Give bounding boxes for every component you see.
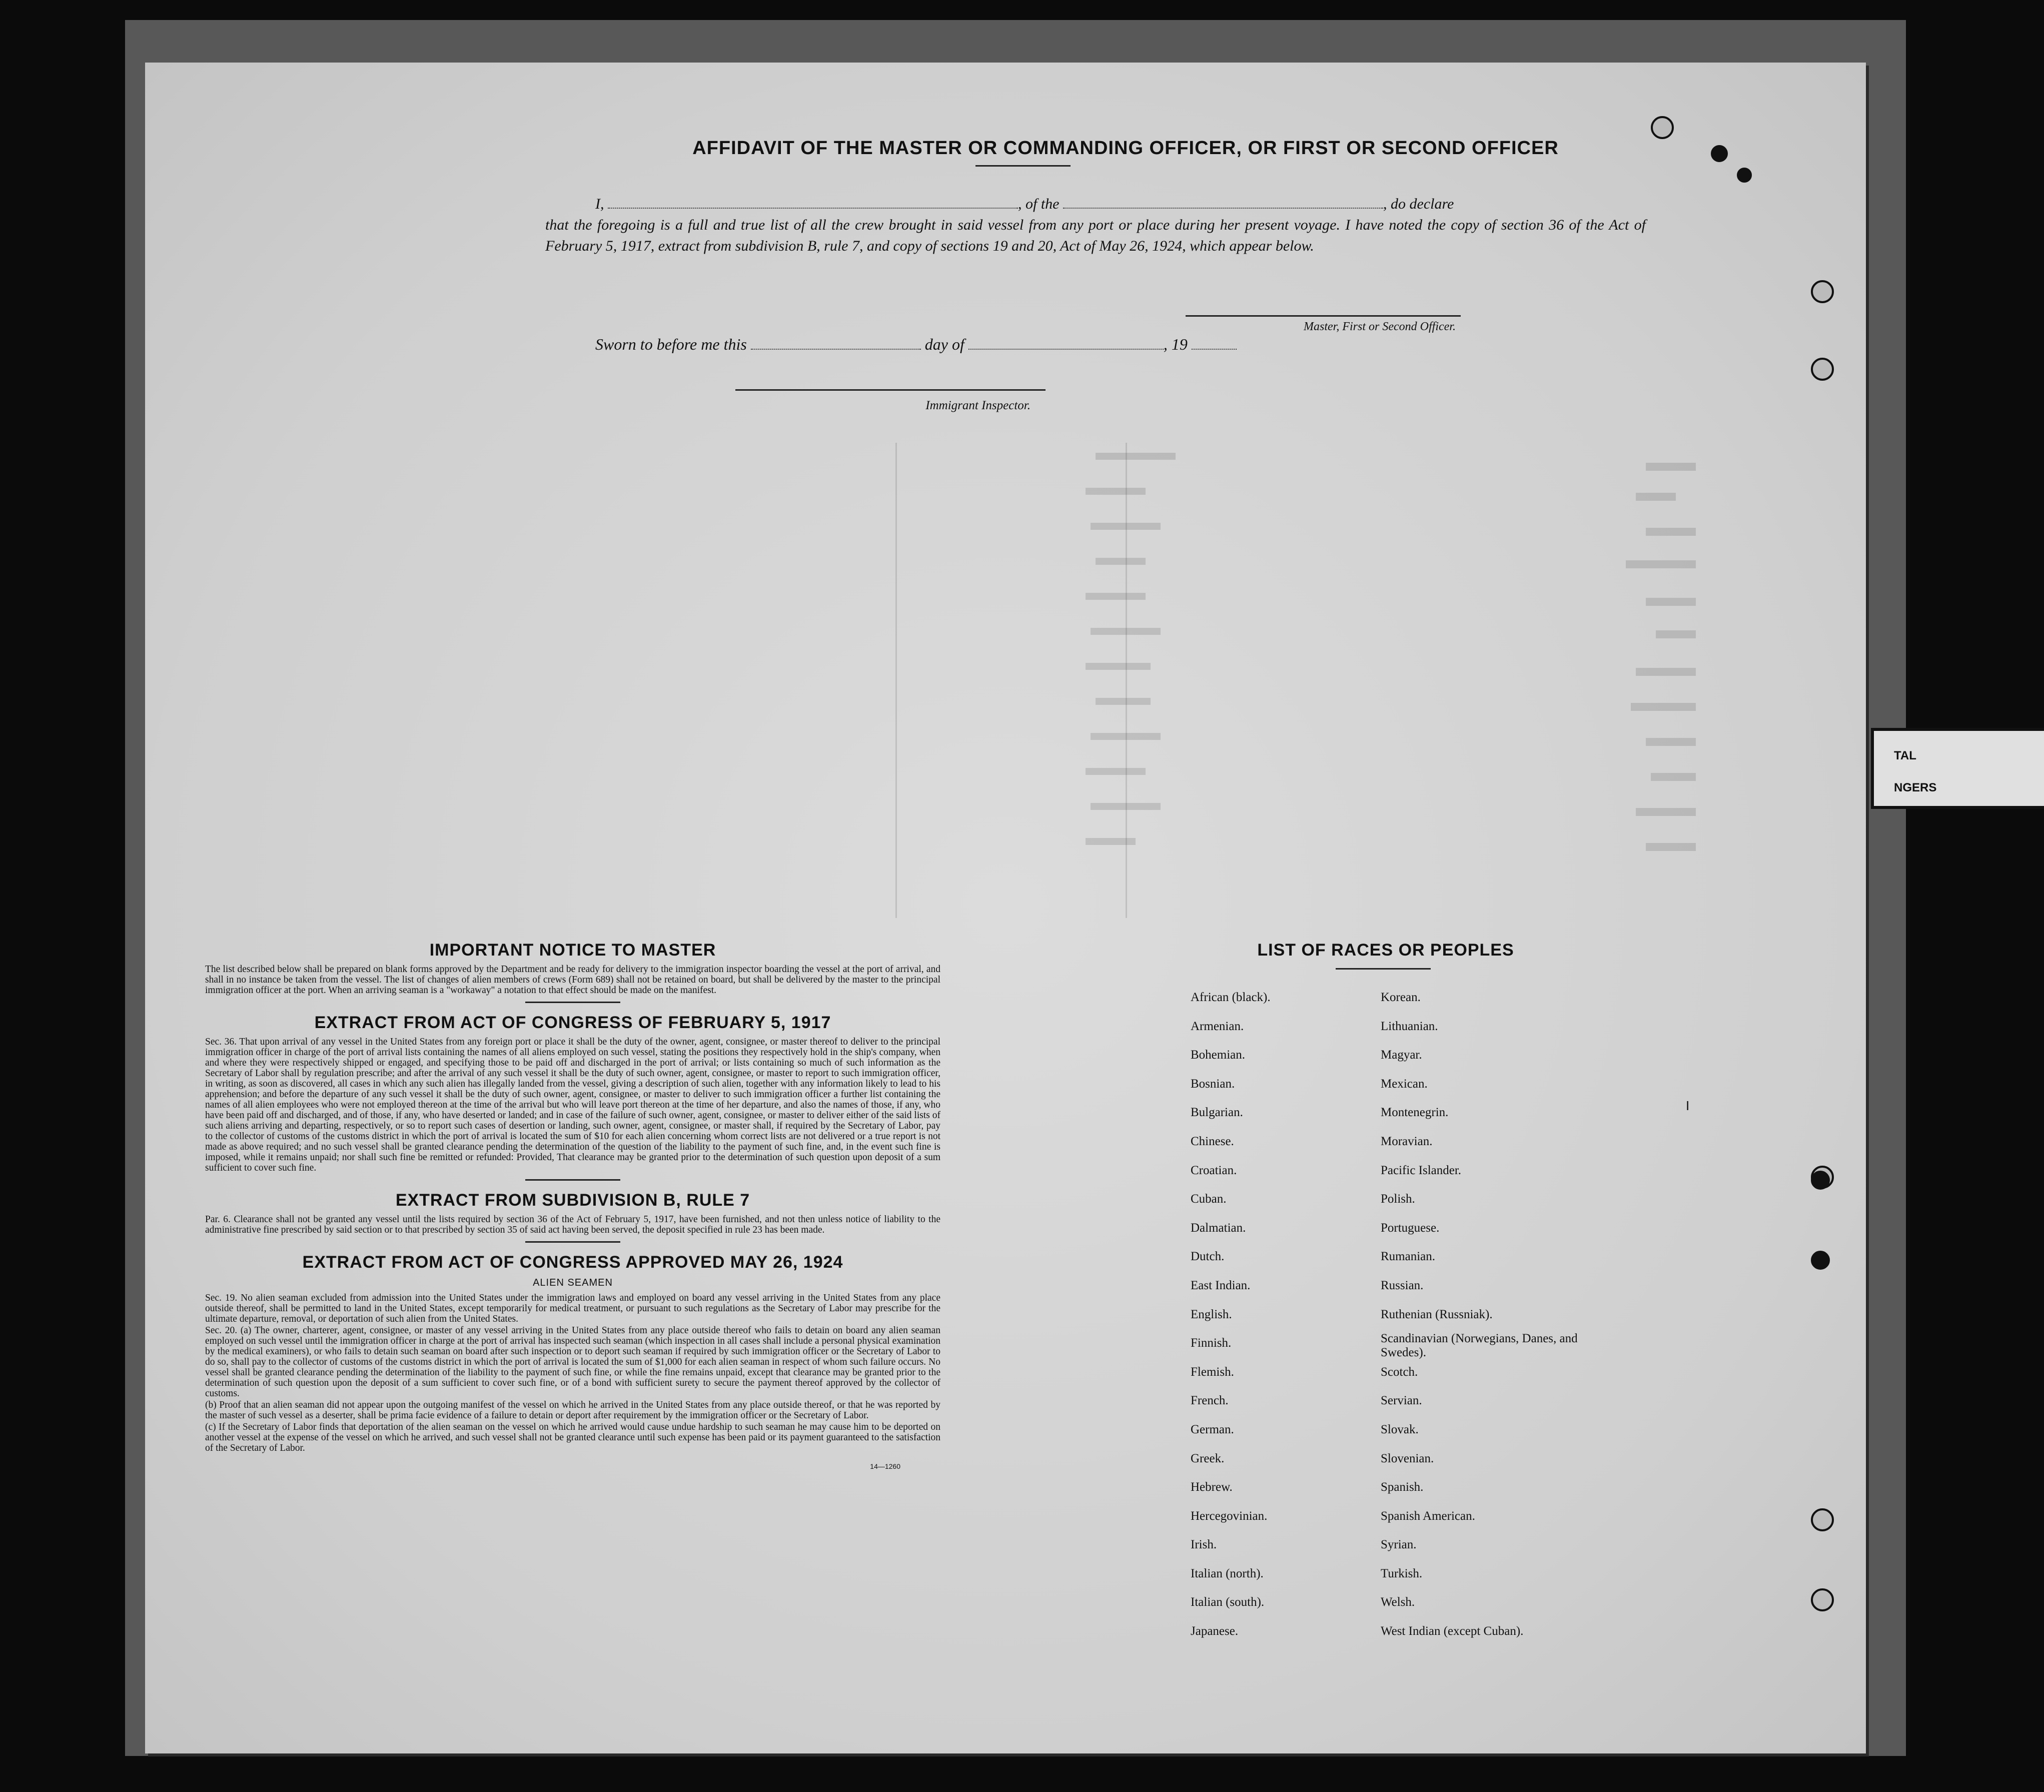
race-item: Hebrew. (1191, 1480, 1233, 1494)
race-item: West Indian (except Cuban). (1381, 1624, 1524, 1638)
race-item: French. (1191, 1394, 1229, 1408)
i-label: I, (595, 196, 604, 212)
name-field[interactable] (608, 208, 1018, 209)
race-item: Slovak. (1381, 1422, 1419, 1436)
races-title: LIST OF RACES OR PEOPLES (1257, 941, 1514, 960)
races-underline (1336, 968, 1431, 970)
race-item: Japanese. (1191, 1624, 1239, 1638)
race-item: Cuban. (1191, 1192, 1227, 1206)
notice-rule (525, 1002, 620, 1003)
race-item: Servian. (1381, 1394, 1422, 1408)
race-item: Spanish. (1381, 1480, 1424, 1494)
notice-body: The list described below shall be prepared on blank forms approved by the Department and be ready for delivery to the immigration inspector boarding the vessel at the port of arrival, and shall in no instance be taken from the vessel. The list of changes of alien members of crews (Form 689) shall not be retained on board, but shall be delivered by the master to the principal immigration officer at the port. When an arriving seaman is a "workaway" a notation to that effect should be made on the manifest. (205, 964, 940, 996)
extract-1917-body: Sec. 36. That upon arrival of any vessel in the United States from any foreign port or place it shall be the duty of the owner, agent, consignee, or master thereof to deliver to the principal immigration officer in charge of the port of arrival lists containing the names of all aliens employed on such vessel, stating the positions they respectively hold in the ship's company, when and where they were respectively shipped or engaged, and specifying those to be paid off and discharged in the port of arrival; or lists containing so much of such information as the Secretary of Labor shall by regulation prescribe; and after the arrival of any such vessel it shall be the duty of such owner, agent, consignee, or master to report to such immigration officer, in writing, as soon as discovered, all cases in which any such alien has illegally landed from the vessel, giving a description of such alien, together with any information likely to lead to his apprehension; and before the departure of any such vessel it shall be the duty of such owner, agent, consignee, or master to deliver to such immigration officer a further list containing the names of all alien employees who were not employed thereon at the time of the arrival but who will leave port thereon at the time of her departure, and also the names of those, if any, who have been paid off and discharged, and of those, if any, who have deserted or landed; and in case of the failure of such owner, agent, consignee, or master to deliver either of the said lists of such aliens arriving and departing, respectively, or so to report such cases of desertion or landing, such owner, agent, consignee, or master shall, if required by the Secretary of Labor, pay to the collector of customs of the customs district in which the port of arrival is located the sum of $10 for each alien concerning whom correct lists are not delivered or a true report is not made as above required; and no such vessel shall be granted clearance pending the determination of the question of the liability to the payment of such fine, and, in the event such fine is imposed, while it remains unpaid; nor shall such fine be remitted or refunded: Provided, That clearance may be granted prior to the determination of such question upon deposit of a sum sufficient to cover such fine. (205, 1037, 940, 1173)
punch-hole (1811, 1171, 1830, 1190)
stamp-line-1: TAL (1894, 749, 1916, 762)
race-item: Chinese. (1191, 1134, 1234, 1148)
race-item: German. (1191, 1422, 1234, 1436)
bleed-through-texture (395, 443, 1696, 943)
race-item: Armenian. (1191, 1019, 1244, 1033)
vessel-field[interactable] (1063, 208, 1383, 209)
passenger-stamp (1871, 728, 2044, 809)
extract-rule7-rule (525, 1241, 620, 1243)
race-item: English. (1191, 1307, 1232, 1321)
race-item: Korean. (1381, 991, 1421, 1004)
race-item: Bohemian. (1191, 1048, 1246, 1062)
race-item: Greek. (1191, 1451, 1225, 1465)
punch-hole (1711, 145, 1728, 162)
punch-hole (1811, 1508, 1834, 1531)
punch-hole (1651, 116, 1674, 139)
inspector-label: Immigrant Inspector. (925, 399, 1031, 412)
race-item: Finnish. (1191, 1336, 1232, 1350)
extract-1917-title: EXTRACT FROM ACT OF CONGRESS OF FEBRUARY 5, 1917 (314, 1013, 831, 1032)
notice-title: IMPORTANT NOTICE TO MASTER (429, 941, 716, 960)
sec20c-body: (c) If the Secretary of Labor finds that deportation of the alien seaman on the vessel on which he arrived would cause undue hardship to such seaman he may cause him to be deported on another vessel at the expense of the vessel on which he arrived, and such vessel shall not be granted clearance until such expense has been paid or its payment guaranteed to the satisfaction of the Secretary of Labor. (205, 1422, 940, 1453)
race-item: Mexican. (1381, 1077, 1428, 1091)
race-item: Bosnian. (1191, 1077, 1235, 1091)
inspector-signature-line[interactable] (735, 389, 1046, 391)
race-item: Dutch. (1191, 1250, 1225, 1264)
sec20a-body: Sec. 20. (a) The owner, charterer, agent, consignee, or master of any vessel arriving in the United States from any place outside thereof who fails to detain on board any alien seaman employed on such vessel until the immigration officer in charge at the port of arrival has inspected such seaman (which inspection in all cases shall include a personal physical examination by the medical examiners), or who fails to detain such seaman on board after such inspection or to deport such seaman if required by such immigration officer or the Secretary of Labor to do so, shall pay to the collector of customs of the customs district in which the port of arrival is located the sum of $1,000 for each alien seaman in respect of whom such failure occurs. No vessel shall be granted clearance pending the determination of the liability to the payment of such fine, or while the fine remains unpaid, except that clearance may be granted prior to the determination of such question upon the deposit of a sum sufficient to cover such fine, or of a bond with sufficient surety to secure the payment thereof approved by the collector of customs. (205, 1325, 940, 1399)
race-item: Russian. (1381, 1278, 1424, 1292)
race-item: Magyar. (1381, 1048, 1422, 1062)
races-column-b (1381, 983, 1601, 1646)
affidavit-body (545, 194, 1646, 257)
race-item: Rumanian. (1381, 1250, 1436, 1264)
sec19-body: Sec. 19. No alien seaman excluded from admission into the United States under the immigration laws and employed on board any vessel arriving in the United States from any place outside thereof, shall be permitted to land in the United States, except temporarily for medical treatment, or pursuant to such regulations as the Secretary of Labor may prescribe for the ultimate departure, removal, or deportation of such alien from the United States. (205, 1293, 940, 1324)
race-item: Slovenian. (1381, 1451, 1434, 1465)
race-item: Lithuanian. (1381, 1019, 1438, 1033)
race-item: Welsh. (1381, 1595, 1415, 1609)
sworn-day-label: day of (924, 335, 964, 353)
master-signature-line[interactable] (1186, 315, 1461, 317)
sworn-date-field[interactable] (751, 349, 921, 350)
race-item: Scotch. (1381, 1365, 1418, 1379)
race-item: African (black). (1191, 991, 1271, 1004)
do-declare-label: , do declare (1383, 196, 1454, 212)
race-item: Scandinavian (Norwegians, Danes, and Swedes). (1381, 1332, 1578, 1360)
race-item: Italian (south). (1191, 1595, 1265, 1609)
race-item: Croatian. (1191, 1163, 1237, 1177)
race-item: East Indian. (1191, 1278, 1251, 1292)
sworn-year-label: , 19 (1163, 335, 1188, 353)
declaration-text: that the foregoing is a full and true list of all the crew brought in said vessel from any port or place during her present voyage. I have noted the copy of section 36 of the Act of February 5, 1917, extract from subdivision B, rule 7, and copy of sections 19 and 20, Act of May 26, 1924, which appear below. (545, 217, 1646, 254)
race-item: Irish. (1191, 1538, 1217, 1552)
punch-hole (1811, 280, 1834, 303)
sworn-month-field[interactable] (968, 349, 1164, 350)
race-item: Ruthenian (Russniak). (1381, 1307, 1493, 1321)
punch-hole (1811, 358, 1834, 381)
race-item: Moravian. (1381, 1134, 1433, 1148)
extract-rule7-body: Par. 6. Clearance shall not be granted any vessel until the lists required by section 36 of the Act of February 5, 1917, have been furnished, and not then unless notice of liability to the administrative fine prescribed by said section or to that prescribed by section 35 of said act having been served, the deposit specified in rule 23 has been made. (205, 1214, 940, 1235)
of-the-label: , of the (1018, 196, 1060, 212)
title-underline (975, 165, 1071, 167)
legal-notices (205, 941, 940, 1470)
race-item: Portuguese. (1381, 1221, 1440, 1235)
affidavit-title: AFFIDAVIT OF THE MASTER OR COMMANDING OFFICER, OR FIRST OR SECOND OFFICER (692, 138, 1559, 159)
race-item: Bulgarian. (1191, 1106, 1243, 1120)
alien-seamen-subtitle: ALIEN SEAMEN (533, 1277, 613, 1288)
race-item: Dalmatian. (1191, 1221, 1246, 1235)
sworn-line (595, 335, 1396, 354)
margin-mark: I (1686, 1098, 1690, 1113)
race-item: Flemish. (1191, 1365, 1234, 1379)
race-item: Hercegovinian. (1191, 1509, 1268, 1523)
race-item: Italian (north). (1191, 1566, 1264, 1580)
bleed-through-marks (395, 443, 1696, 943)
punch-hole (1811, 1251, 1830, 1270)
punch-hole (1811, 1588, 1834, 1611)
extract-rule7-title: EXTRACT FROM SUBDIVISION B, RULE 7 (395, 1191, 750, 1210)
master-signature-label: Master, First or Second Officer. (1304, 320, 1456, 333)
punch-hole (1737, 168, 1752, 183)
race-item: Montenegrin. (1381, 1106, 1449, 1120)
declaration-line (545, 194, 1646, 215)
form-number: 14—1260 (870, 1462, 900, 1470)
document-page (145, 63, 1866, 1753)
race-item: Syrian. (1381, 1538, 1417, 1552)
race-item: Polish. (1381, 1192, 1415, 1206)
stamp-line-2: NGERS (1894, 781, 1937, 794)
race-item: Pacific Islander. (1381, 1163, 1462, 1177)
extract-1924-title: EXTRACT FROM ACT OF CONGRESS APPROVED MAY 26, 1924 (302, 1253, 843, 1272)
sworn-year-field[interactable] (1192, 349, 1237, 350)
sec20b-body: (b) Proof that an alien seaman did not appear upon the outgoing manifest of the vessel on which he arrived in the United States from any place outside thereof, or that he was reported by the master of such vessel as a deserter, shall be prima facie evidence of a failure to detain or deport after requirement by the immigration officer or the Secretary of Labor. (205, 1400, 940, 1421)
extract-1917-rule (525, 1179, 620, 1181)
race-item: Spanish American. (1381, 1509, 1475, 1523)
sworn-prefix: Sworn to before me this (595, 335, 747, 353)
races-column-a (1191, 983, 1371, 1646)
race-item: Turkish. (1381, 1566, 1423, 1580)
